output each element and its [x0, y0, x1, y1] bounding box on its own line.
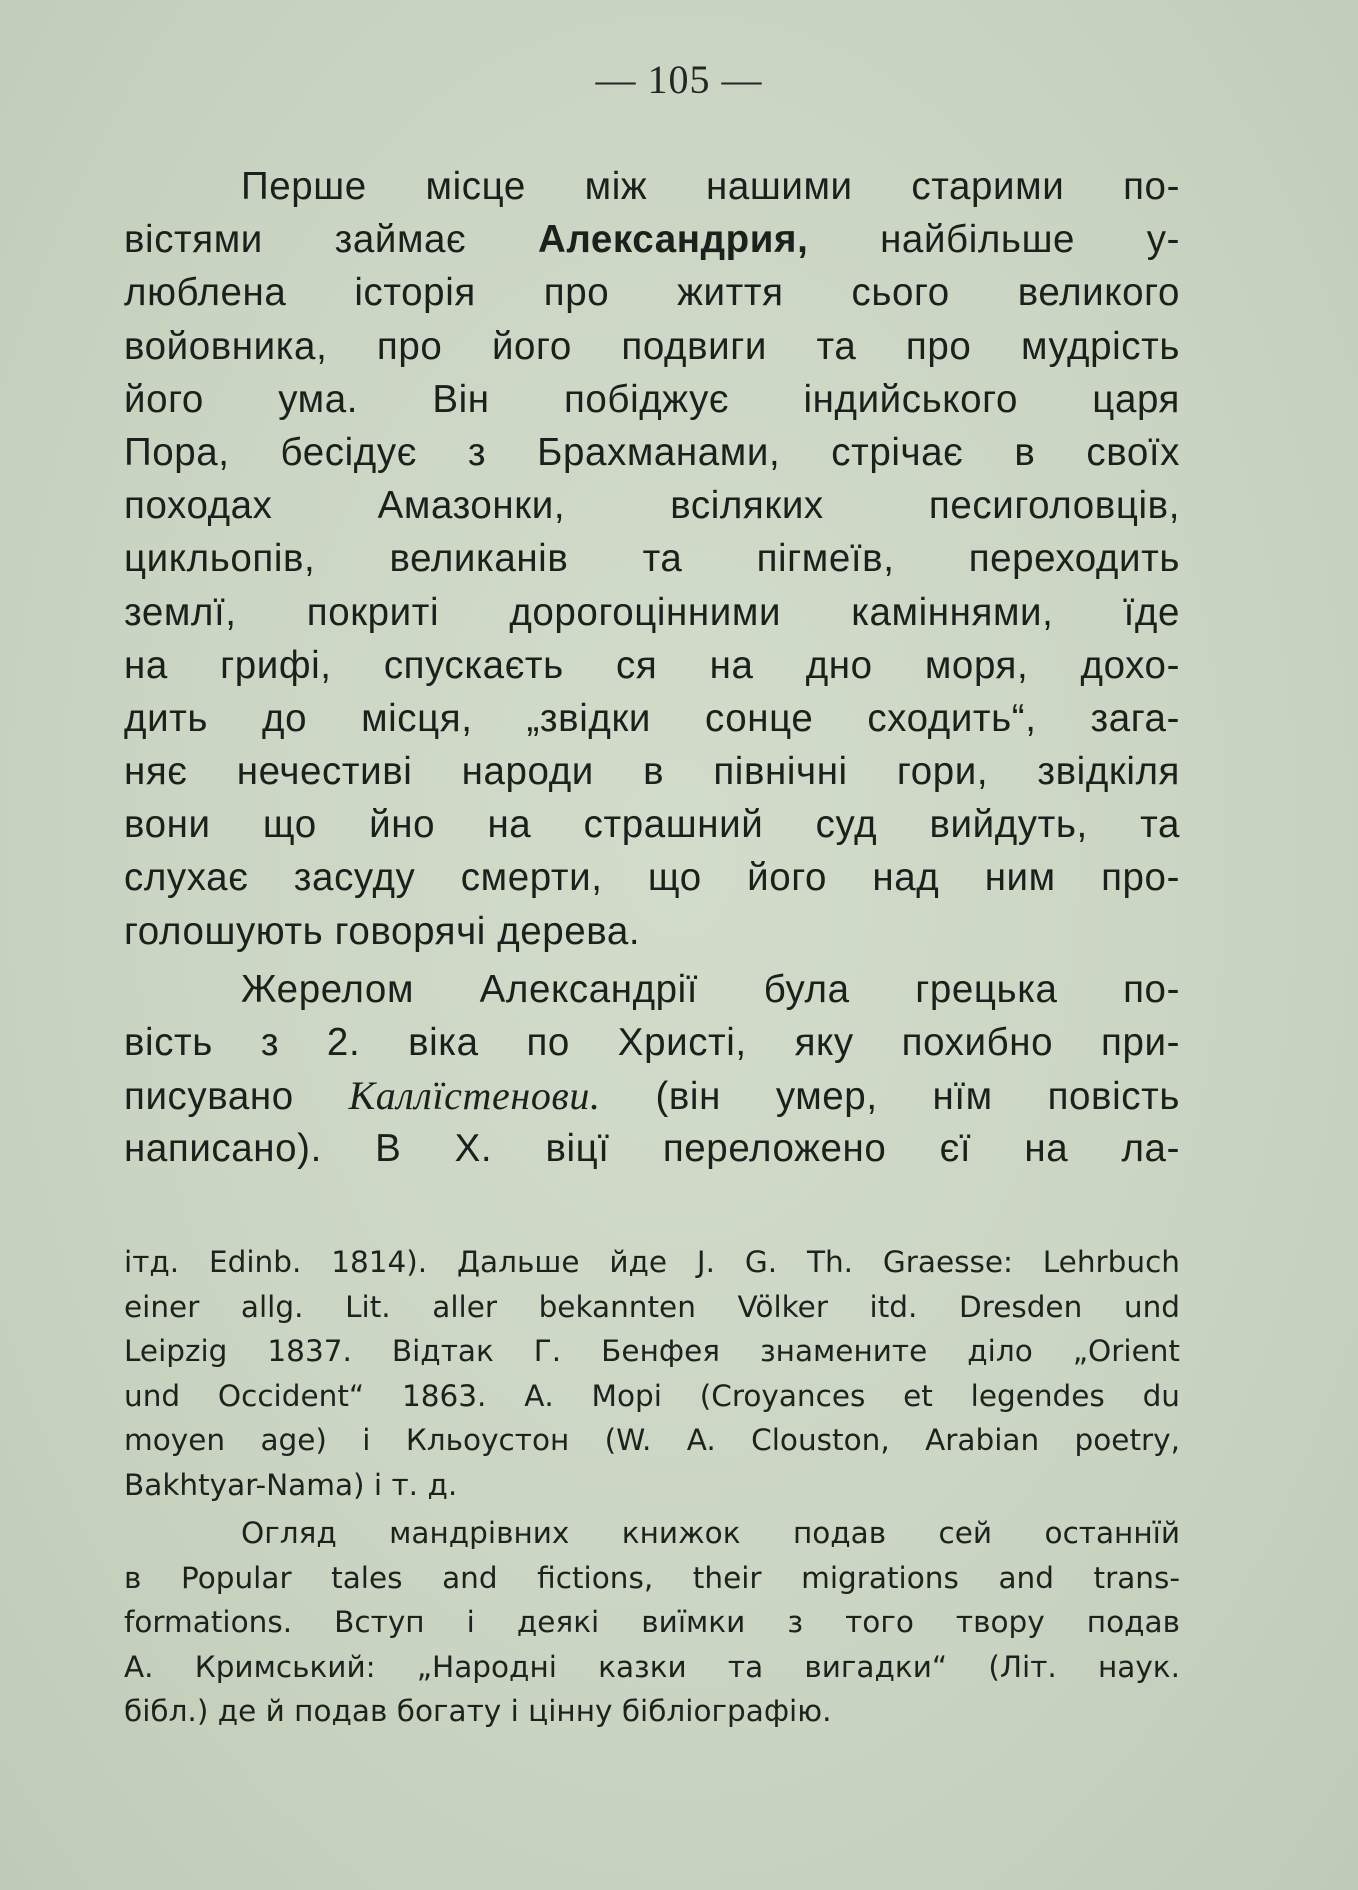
text-line: його ума. Він побіджує індийського царя	[124, 377, 1180, 421]
text-segment: (він умер, нїм повість	[600, 1075, 1180, 1119]
footnote-line: und Occident“ 1863. А. Морі (Croyances et legendes du	[124, 1378, 1180, 1413]
bold-title-alexandria: Александрия,	[537, 218, 809, 262]
text-line: на грифі, спускаєть ся на дно моря, дохо-	[124, 643, 1180, 687]
footnote-line: ітд. Edinb. 1814). Дальше йде J. G. Th. Graesse: Lehrbuch	[124, 1245, 1180, 1279]
footnote-line: в Popular tales and fictions, their migrations and trans-	[124, 1560, 1180, 1595]
text-line: вість з 2. віка по Христі, яку похибно при-	[124, 1021, 1180, 1064]
footnote-line: Огляд мандрівних книжок подав сей останнїй	[241, 1516, 1180, 1550]
footnotes	[124, 1240, 1180, 1734]
main-paragraph-1	[124, 160, 1180, 958]
footnote-line: Leipzig 1837. Відтак Г. Бенфея знамените діло „Orient	[124, 1334, 1180, 1368]
text-line: цикльопів, великанів та пігмеїв, переходить	[124, 537, 1180, 581]
text-line: Перше місце між нашими старими по-	[241, 165, 1180, 208]
text-segment: вістями займає	[124, 218, 538, 262]
text-line: войовника, про його подвиги та про мудрість	[124, 324, 1180, 368]
text-line: голошують говорячі дерева.	[124, 909, 641, 953]
main-text	[124, 160, 1180, 1176]
italic-name-callisthenes: Каллїстенови.	[348, 1073, 601, 1119]
text-line: дить до місця, „звідки сонце сходить“, зага-	[124, 696, 1180, 740]
footnote-line: formations. Вступ і деякі виїмки з того твору подав	[124, 1605, 1180, 1639]
footnote-line: А. Кримський: „Народні казки та вигадки“ (Літ. наук.	[124, 1649, 1180, 1684]
footnote-line: бібл.) де й подав богату і цінну бібліографію.	[124, 1694, 832, 1728]
text-line	[124, 1069, 1180, 1122]
text-line: Пора, бесідує з Брахманами, стрічає в своїх	[124, 430, 1180, 474]
text-line: няє нечестиві народи в північні гори, звідкіля	[124, 750, 1180, 794]
text-line: Жерелом Александрії була грецька по-	[241, 967, 1180, 1011]
text-segment: найбільше у-	[808, 218, 1181, 262]
footnote-line: Bakhtyar-Nama) і т. д.	[124, 1467, 458, 1502]
main-paragraph-2	[124, 963, 1180, 1176]
text-line	[124, 213, 1180, 266]
page-number: — 105 —	[595, 57, 763, 102]
text-line: люблена історія про життя сього великого	[124, 271, 1180, 315]
footnote-paragraph-1	[124, 1240, 1180, 1507]
footnote-line: einer allg. Lit. aller bekannten Völker itd. Dresden und	[124, 1289, 1180, 1324]
text-line: походах Амазонки, всіляких песиголовців,	[124, 484, 1180, 528]
text-line: землї, покриті дорогоцінними каміннями, їде	[124, 590, 1180, 634]
footnote-line: moyen age) і Кльоустон (W. A. Clouston, Arabian poetry,	[124, 1423, 1180, 1457]
text-line: написано). В X. віцї переложено єї на ла-	[124, 1127, 1180, 1171]
text-line: слухає засуду смерти, що його над ним про-	[124, 856, 1180, 900]
footnote-paragraph-2	[124, 1511, 1180, 1734]
text-segment: писувано	[124, 1075, 349, 1119]
text-line: вони що йно на страшний суд вийдуть, та	[124, 803, 1180, 847]
